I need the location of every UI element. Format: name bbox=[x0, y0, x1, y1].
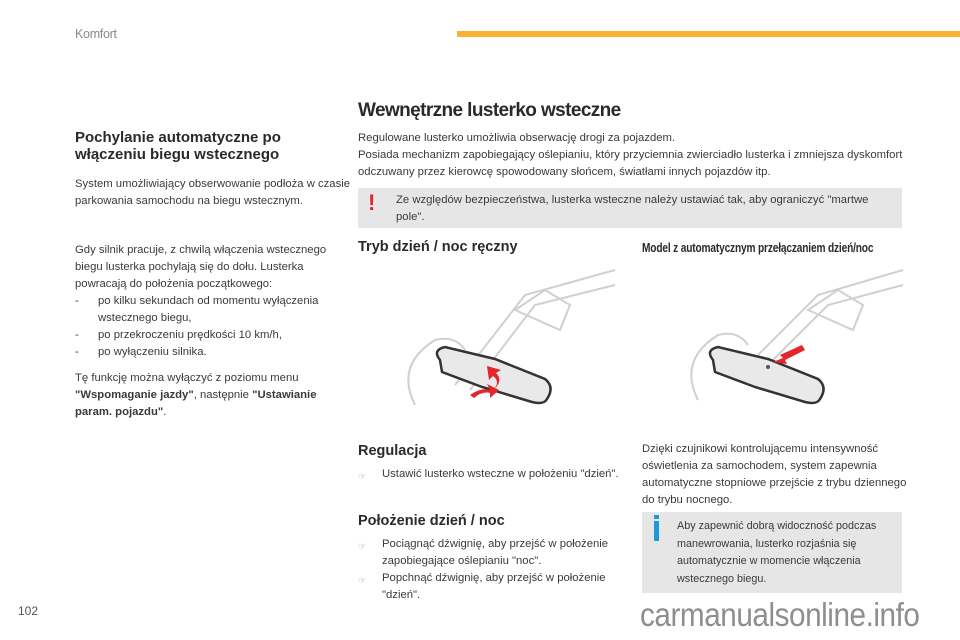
manual-mirror-illustration bbox=[385, 265, 625, 415]
adjustment-list bbox=[358, 466, 628, 485]
left-paragraph-2 bbox=[75, 242, 350, 361]
watermark: carmanualsonline.info bbox=[640, 596, 920, 633]
adjustment-heading: Regulacja bbox=[358, 443, 427, 459]
menu-path-2: "Ustawianie param. pojazdu" bbox=[75, 389, 317, 418]
page-title: Wewnętrzne lusterko wsteczne bbox=[358, 100, 621, 121]
info-icon bbox=[654, 521, 659, 541]
day-night-heading: Położenie dzień / noc bbox=[358, 513, 505, 529]
manual-mode-heading: Tryb dzień / noc ręczny bbox=[358, 239, 518, 255]
list-item: ☞ Pociągnąć dźwignię, aby przejść w położenie zapobiegające oślepianiu "noc". bbox=[358, 536, 633, 570]
left-paragraph-3: Tę funkcję można wyłączyć z poziomu menu "Wspomaganie jazdy", następnie "Ustawianie param. pojazdu". bbox=[75, 372, 317, 418]
auto-description: Dzięki czujnikowi kontrolującemu intensywność oświetlenia za samochodem, system zapewnia automatyczne stopniowe przejście z trybu dziennego do trybu nocnego. bbox=[642, 443, 907, 506]
menu-path-1: "Wspomaganie jazdy" bbox=[75, 389, 194, 401]
list-item: - po kilku sekundach od momentu wyłączenia wstecznego biegu, bbox=[75, 295, 319, 324]
pointer-icon: ☞ bbox=[358, 575, 367, 585]
list-item: - po przekroczeniu prędkości 10 km/h, bbox=[75, 329, 282, 341]
auto-mirror-illustration bbox=[668, 265, 908, 415]
page-number: 102 bbox=[18, 604, 39, 618]
list-item: ☞ Popchnąć dźwignię, aby przejść w położenie "dzień". bbox=[358, 570, 633, 604]
left-paragraph-2-text: Gdy silnik pracuje, z chwilą włączenia wstecznego biegu lusterka pochylają się do dołu. Lusterka powracają do położenia początkowego: bbox=[75, 244, 327, 290]
warning-box: ! Ze względów bezpieczeństwa, lusterka wsteczne należy ustawiać tak, aby ograniczyć "martwe pole". bbox=[358, 188, 902, 228]
pointer-icon: ☞ bbox=[358, 471, 367, 481]
auto-mode-heading: Model z automatycznym przełączaniem dzień/noc bbox=[642, 240, 874, 255]
warning-icon: ! bbox=[368, 190, 376, 215]
list-item: ☞ Ustawić lusterko wsteczne w położeniu "dzień". bbox=[358, 466, 628, 485]
pointer-icon: ☞ bbox=[358, 541, 367, 551]
accent-bar bbox=[457, 31, 960, 37]
info-box: Aby zapewnić dobrą widoczność podczas manewrowania, lusterko rozjaśnia się automatycznie w momencie włączenia wstecznego biegu. bbox=[642, 512, 902, 593]
list-item: - po wyłączeniu silnika. bbox=[75, 346, 207, 358]
left-paragraph-1: System umożliwiający obserwowanie podłoża w czasie parkowania samochodu na biegu wstecznym. bbox=[75, 178, 351, 207]
section-title: Komfort bbox=[75, 27, 117, 41]
left-heading: Pochylanie automatyczne po włączeniu biegu wstecznego bbox=[75, 129, 281, 163]
intro: Regulowane lusterko umożliwia obserwację drogi za pojazdem. Posiada mechanizm zapobiegający oślepianiu, który przyciemnia zwierciadło lusterka i zmniejsza dyskomfort odczuwany przez kierowcę spowodowany słońcem, światłami innych pojazdów itp. bbox=[358, 132, 903, 178]
day-night-list bbox=[358, 536, 633, 604]
sensor-icon bbox=[766, 365, 770, 369]
